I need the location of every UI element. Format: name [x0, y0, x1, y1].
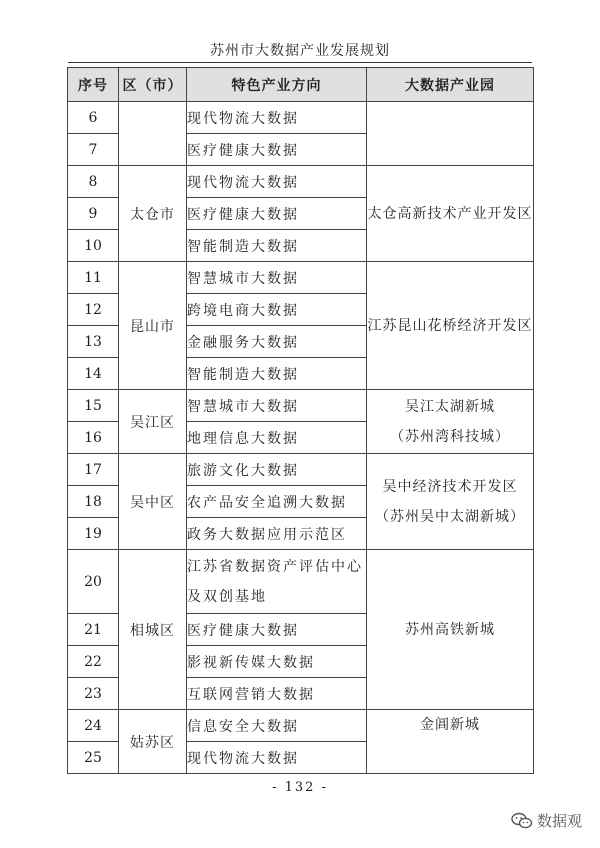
- industry-park-table: [67, 67, 534, 774]
- cell-park-line: 吴江太湖新城: [405, 398, 495, 415]
- cell-seq: 16: [68, 422, 119, 454]
- cell-direction: 医疗健康大数据: [187, 198, 367, 230]
- cell-district: [119, 102, 187, 166]
- watermark: [511, 810, 582, 831]
- cell-direction: 智能制造大数据: [187, 230, 367, 262]
- cell-park-line: 吴中经济技术开发区: [382, 478, 518, 495]
- cell-direction: 地理信息大数据: [187, 422, 367, 454]
- cell-district: 相城区: [119, 550, 187, 710]
- table-row: [68, 550, 534, 614]
- table-header-row: [68, 68, 534, 102]
- cell-seq: 9: [68, 198, 119, 230]
- cell-seq: 25: [68, 742, 119, 774]
- cell-seq: 13: [68, 326, 119, 358]
- cell-direction: 旅游文化大数据: [187, 454, 367, 486]
- cell-seq: 20: [68, 550, 119, 614]
- column-header-park: 大数据产业园: [367, 68, 534, 102]
- cell-direction: 智慧城市大数据: [187, 262, 367, 294]
- cell-direction: 医疗健康大数据: [187, 614, 367, 646]
- cell-district: 吴江区: [119, 390, 187, 454]
- cell-district: 昆山市: [119, 262, 187, 390]
- cell-direction: 智能制造大数据: [187, 358, 367, 390]
- cell-seq: 21: [68, 614, 119, 646]
- cell-district: 吴中区: [119, 454, 187, 550]
- column-header-seq: 序号: [68, 68, 119, 102]
- table-row: [68, 262, 534, 294]
- table-row: [68, 710, 534, 742]
- cell-seq: 11: [68, 262, 119, 294]
- table-row: [68, 454, 534, 486]
- cell-park: 苏州高铁新城: [367, 550, 534, 710]
- cell-direction: 农产品安全追溯大数据: [187, 486, 367, 518]
- cell-park: [367, 102, 534, 166]
- cell-park: 金阊新城: [367, 710, 534, 774]
- cell-direction: 智慧城市大数据: [187, 390, 367, 422]
- cell-park-line: （苏州吴中太湖新城）: [375, 508, 525, 525]
- table-row: [68, 102, 534, 134]
- wechat-icon: [511, 812, 533, 830]
- column-header-district: 区（市）: [119, 68, 187, 102]
- table-row: [68, 390, 534, 422]
- cell-seq: 8: [68, 166, 119, 198]
- header-rule: [68, 62, 532, 63]
- cell-seq: 22: [68, 646, 119, 678]
- cell-seq: 18: [68, 486, 119, 518]
- cell-seq: 10: [68, 230, 119, 262]
- cell-direction: [187, 550, 367, 614]
- cell-direction: 现代物流大数据: [187, 102, 367, 134]
- cell-park-line: （苏州湾科技城）: [390, 428, 510, 445]
- watermark-text: 数据观: [536, 812, 582, 830]
- cell-seq: 15: [68, 390, 119, 422]
- cell-seq: 23: [68, 678, 119, 710]
- cell-seq: 7: [68, 134, 119, 166]
- table-row: [68, 166, 534, 198]
- cell-district: 太仓市: [119, 166, 187, 262]
- cell-park: 太仓高新技术产业开发区: [367, 166, 534, 262]
- cell-seq: 17: [68, 454, 119, 486]
- document-header: 苏州市大数据产业发展规划: [210, 43, 390, 59]
- cell-district: 姑苏区: [119, 710, 187, 774]
- cell-seq: 12: [68, 294, 119, 326]
- cell-park: [367, 454, 534, 550]
- cell-park: [367, 390, 534, 454]
- column-header-direction: 特色产业方向: [187, 68, 367, 102]
- cell-direction: 跨境电商大数据: [187, 294, 367, 326]
- cell-direction: 医疗健康大数据: [187, 134, 367, 166]
- cell-seq: 19: [68, 518, 119, 550]
- cell-direction: 互联网营销大数据: [187, 678, 367, 710]
- page-number: - 132 -: [272, 780, 328, 795]
- cell-seq: 6: [68, 102, 119, 134]
- cell-park: 江苏昆山花桥经济开发区: [367, 262, 534, 390]
- cell-direction: 政务大数据应用示范区: [187, 518, 367, 550]
- cell-direction-line: 江苏省数据资产评估中心: [187, 558, 363, 575]
- cell-seq: 14: [68, 358, 119, 390]
- cell-direction: 现代物流大数据: [187, 742, 367, 774]
- cell-seq: 24: [68, 710, 119, 742]
- cell-direction: 现代物流大数据: [187, 166, 367, 198]
- cell-direction: 影视新传媒大数据: [187, 646, 367, 678]
- cell-direction: 信息安全大数据: [187, 710, 367, 742]
- cell-direction-line: 及双创基地: [187, 588, 267, 605]
- cell-direction: 金融服务大数据: [187, 326, 367, 358]
